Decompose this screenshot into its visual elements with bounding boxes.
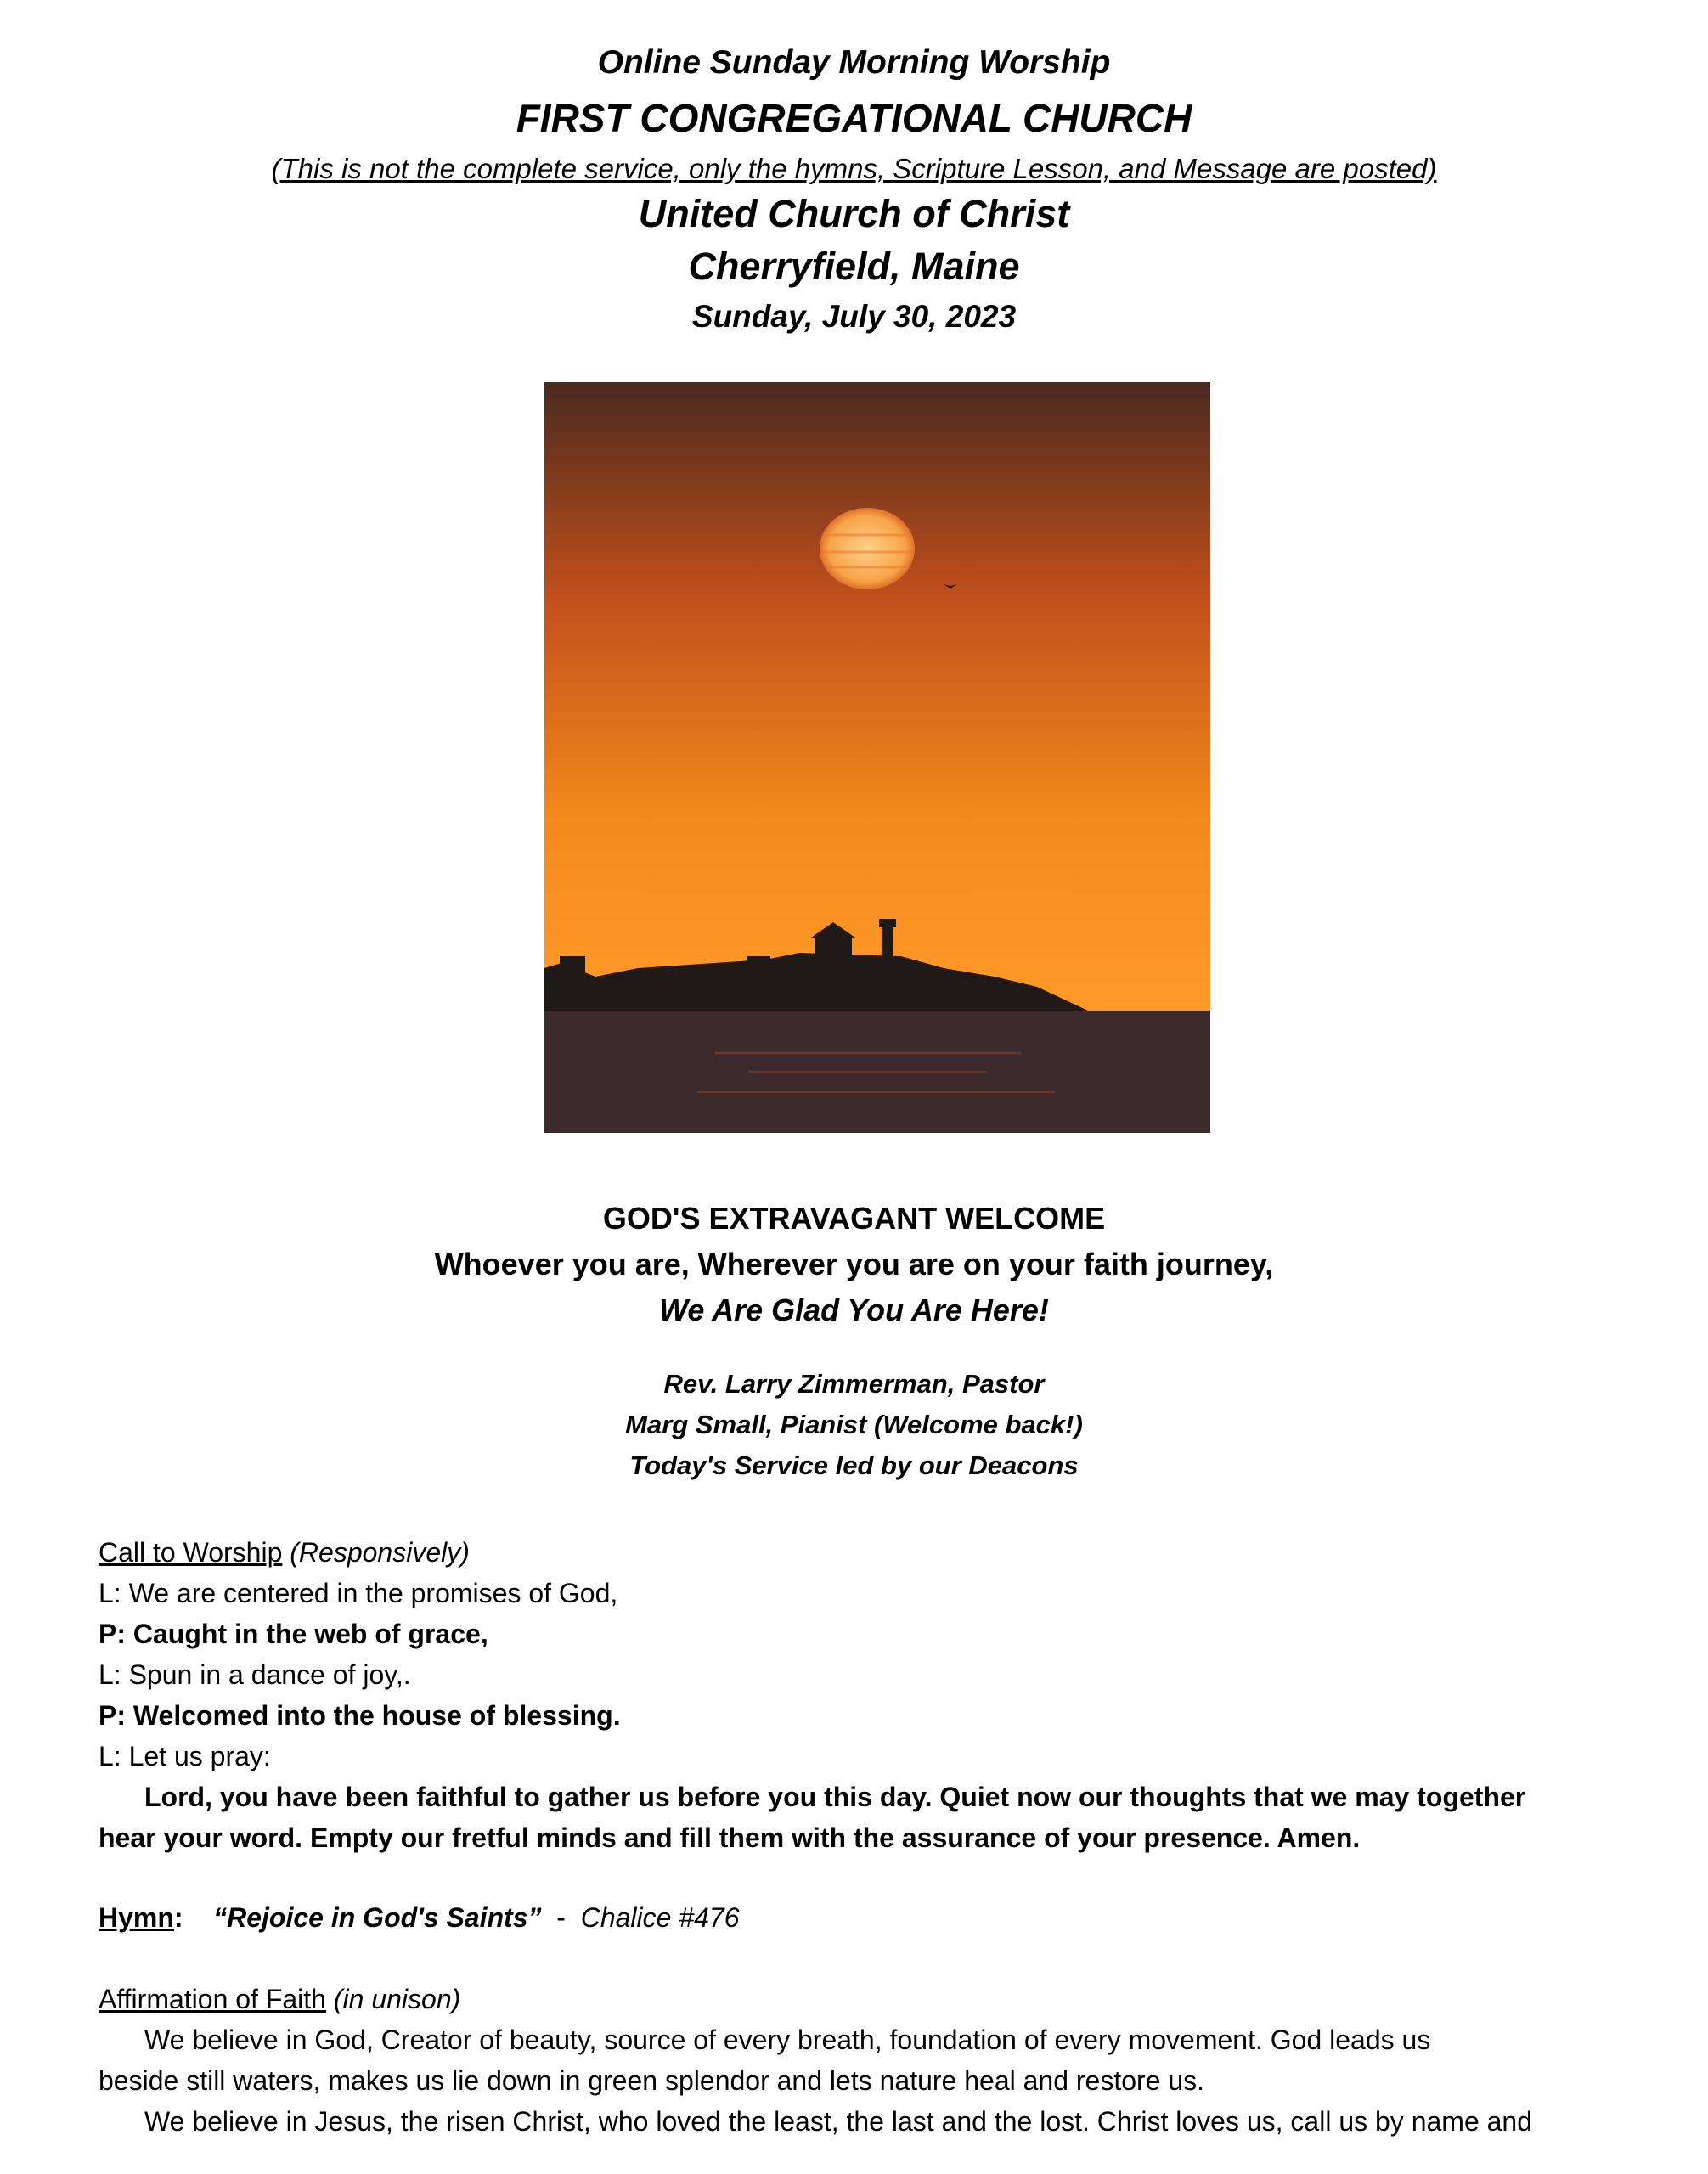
call-to-worship-section — [99, 1532, 1670, 1858]
prayer-text: Lord, you have been faithful to gather us before you this day. Quiet now our thoughts that we may together — [144, 1782, 1526, 1812]
call-to-worship-heading: Call to Worship — [99, 1537, 283, 1568]
location: Cherryfield, Maine — [688, 245, 1020, 288]
sky — [544, 382, 1210, 1011]
welcome-glad: We Are Glad You Are Here! — [659, 1293, 1049, 1327]
people-line: P: Welcomed into the house of blessing. — [99, 1700, 621, 1731]
service-date: Sunday, July 30, 2023 — [691, 299, 1017, 334]
sun — [820, 508, 915, 589]
people-line: P: Caught in the web of grace, — [99, 1619, 488, 1649]
service-note: (This is not the complete service, only the hymns, Scripture Lesson, and Message are posted) — [271, 153, 1437, 184]
hymn-heading: Hymn — [99, 1902, 174, 1933]
leader-line: L: Let us pray: — [99, 1741, 271, 1771]
affirmation-text: We believe in Jesus, the risen Christ, who loved the least, the last and the lost. Christ loves us, call us by name and — [144, 2106, 1533, 2137]
pastor-credit: Rev. Larry Zimmerman, Pastor — [663, 1369, 1045, 1399]
sunset-lighthouse-photo — [544, 382, 1210, 1133]
welcome-title: GOD'S EXTRAVAGANT WELCOME — [602, 1201, 1106, 1236]
affirmation-text: beside still waters, makes us lie down in green splendor and lets nature heal and restore us. — [99, 2065, 1205, 2096]
sunset-lighthouse-image — [544, 382, 1210, 1133]
affirmation-text: We believe in God, Creator of beauty, source of every breath, foundation of every movement. God leads us — [144, 2025, 1431, 2055]
affirmation-section — [99, 1979, 1670, 2142]
hymn-title: “Rejoice in God's Saints” — [213, 1902, 542, 1933]
call-to-worship-mode: (Responsively) — [290, 1537, 470, 1568]
affirmation-heading: Affirmation of Faith — [99, 1984, 326, 2014]
welcome-line: Whoever you are, Wherever you are on your faith journey, — [434, 1247, 1274, 1281]
church-name: FIRST CONGREGATIONAL CHURCH — [516, 96, 1192, 140]
leader-line: L: Spun in a dance of joy,. — [99, 1659, 411, 1690]
denomination: United Church of Christ — [638, 192, 1070, 235]
prayer-text: hear your word. Empty our fretful minds and fill them with the assurance of your presence. Amen. — [99, 1822, 1361, 1853]
pianist-credit: Marg Small, Pianist (Welcome back!) — [625, 1410, 1083, 1439]
leader-line: L: We are centered in the promises of God, — [99, 1578, 618, 1608]
hymn-separator: - — [556, 1902, 566, 1933]
deacons-credit: Today's Service led by our Deacons — [629, 1450, 1079, 1480]
hymn-ref: Chalice #476 — [580, 1902, 740, 1933]
service-title: Online Sunday Morning Worship — [597, 44, 1111, 81]
hymn-section: Hymn: “Rejoice in God's Saints” - Chalice #476 — [99, 1902, 740, 1933]
affirmation-mode: (in unison) — [333, 1984, 461, 2014]
